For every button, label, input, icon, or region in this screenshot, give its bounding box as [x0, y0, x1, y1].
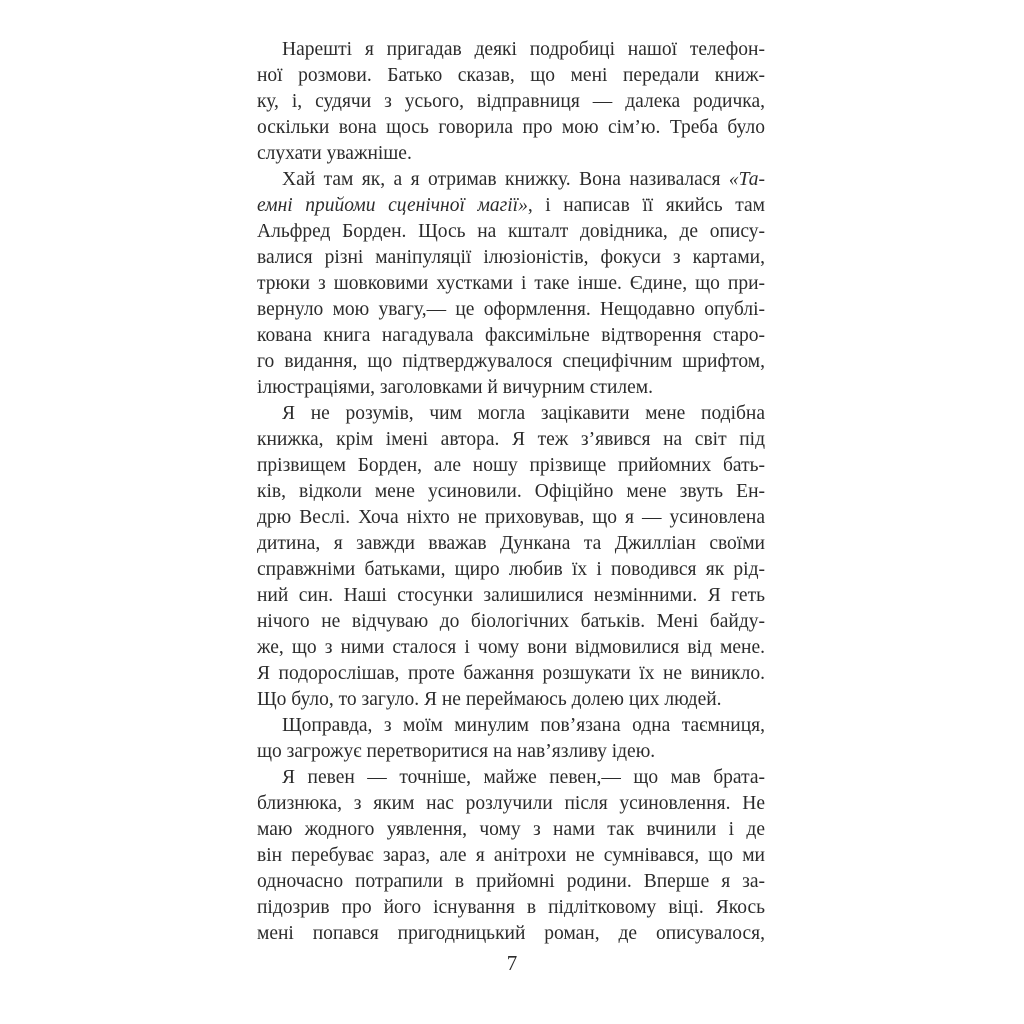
- text-line: [257, 661, 765, 687]
- paragraph: [257, 401, 765, 713]
- text-line: [257, 895, 765, 921]
- paragraph: [257, 37, 765, 167]
- text-segment: близнюка, з яким нас розлучили після усиновлення. Не: [257, 793, 765, 814]
- text-segment: Альфред Борден. Щось на кшталт довідника, де опису-: [257, 221, 765, 242]
- text-segment: маю жодного уявлення, чому з нами так вчинили і де: [257, 819, 765, 840]
- text-segment: мені попався пригодницький роман, де описувалося,: [257, 923, 765, 944]
- text-line: [257, 167, 765, 193]
- text-line: [257, 37, 765, 63]
- text-segment: слухати уважніше.: [257, 143, 412, 164]
- text-segment: трюки з шовковими хустками і таке інше. Єдине, що при-: [257, 273, 765, 294]
- text-segment: ків, відколи мене усиновили. Офіційно мене звуть Ен-: [257, 481, 765, 502]
- text-line: [257, 713, 765, 739]
- text-line: [257, 765, 765, 791]
- text-line: [257, 193, 765, 219]
- text-line: [257, 401, 765, 427]
- page-body-text: [257, 37, 765, 947]
- text-segment: вернуло мою увагу,— це оформлення. Нещодавно опублі-: [257, 299, 765, 320]
- text-line: [257, 791, 765, 817]
- text-line: [257, 817, 765, 843]
- text-segment: , і написав її якийсь там: [527, 195, 765, 216]
- text-segment: прізвищем Борден, але ношу прізвище прийомних бать-: [257, 455, 765, 476]
- text-line: [257, 245, 765, 271]
- page-number: 7: [506, 951, 518, 975]
- text-line: [257, 323, 765, 349]
- text-segment: одночасно потрапили в прийомні родини. Вперше я за-: [257, 871, 765, 892]
- text-segment: дрю Веслі. Хоча ніхто не приховував, що я — усиновлена: [257, 507, 765, 528]
- text-segment: Що було, то загуло. Я не переймаюсь долею цих людей.: [257, 689, 722, 710]
- text-line: [257, 115, 765, 141]
- text-segment: ний син. Наші стосунки залишилися незмінними. Я геть: [257, 585, 765, 606]
- text-segment: Хай там як, а я отримав книжку. Вона називалася: [282, 169, 729, 190]
- text-segment: оскільки вона щось говорила про мою сім’ю. Треба було: [257, 117, 765, 138]
- text-segment: ілюстраціями, заголовками й вичурним стилем.: [257, 377, 653, 398]
- text-segment: Я подорослішав, проте бажання розшукати їх не виникло.: [257, 663, 765, 684]
- text-line: [257, 141, 765, 167]
- text-segment: ку, і, судячи з усього, відправниця — далека родичка,: [257, 91, 765, 112]
- paragraph: [257, 167, 765, 401]
- text-line: [257, 453, 765, 479]
- text-line: [257, 531, 765, 557]
- text-line: [257, 375, 765, 401]
- text-line: [257, 609, 765, 635]
- text-segment: Я не розумів, чим могла зацікавити мене подібна: [282, 403, 765, 424]
- text-segment: кована книга нагадувала факсимільне відтворення старо-: [257, 325, 765, 346]
- text-segment: Нарешті я пригадав деякі подробиці нашої телефон-: [282, 39, 765, 60]
- paragraph: [257, 713, 765, 765]
- text-line: [257, 557, 765, 583]
- paragraph: [257, 765, 765, 947]
- text-line: [257, 739, 765, 765]
- italic-book-title: «Та-: [728, 169, 765, 190]
- text-line: [257, 921, 765, 947]
- text-segment: книжка, крім імені автора. Я теж з’явився на світ під: [257, 429, 765, 450]
- text-line: [257, 635, 765, 661]
- text-segment: же, що з ними сталося і чому вони відмовилися від мене.: [257, 637, 765, 658]
- text-segment: справжніми батьками, щиро любив їх і поводився як рід-: [257, 559, 765, 580]
- text-segment: дитина, я завжди вважав Дункана та Джилліан своїми: [257, 533, 765, 554]
- text-segment: валися різні маніпуляції ілюзіоністів, фокуси з картами,: [257, 247, 765, 268]
- text-line: [257, 479, 765, 505]
- text-segment: що загрожує перетворитися на нав’язливу ідею.: [257, 741, 656, 762]
- italic-book-title: емні прийоми сценічної магії»: [257, 195, 528, 216]
- text-line: [257, 349, 765, 375]
- text-line: [257, 869, 765, 895]
- text-segment: він перебуває зараз, але я анітрохи не сумнівався, що ми: [257, 845, 765, 866]
- text-line: [257, 63, 765, 89]
- text-line: [257, 427, 765, 453]
- text-line: [257, 843, 765, 869]
- text-segment: ної розмови. Батько сказав, що мені передали книж-: [257, 65, 765, 86]
- text-line: [257, 583, 765, 609]
- text-line: [257, 505, 765, 531]
- text-segment: Я певен — точніше, майже певен,— що мав брата-: [282, 767, 765, 788]
- text-segment: нічого не відчуваю до біологічних батьків. Мені байду-: [257, 611, 765, 632]
- text-segment: го видання, що підтверджувалося специфічним шрифтом,: [257, 351, 765, 372]
- text-line: [257, 271, 765, 297]
- text-line: [257, 89, 765, 115]
- text-line: [257, 687, 765, 713]
- text-segment: підозрив про його існування в підлітковому віці. Якось: [257, 897, 765, 918]
- text-line: [257, 219, 765, 245]
- text-line: [257, 297, 765, 323]
- text-segment: Щоправда, з моїм минулим пов’язана одна таємниця,: [282, 715, 765, 736]
